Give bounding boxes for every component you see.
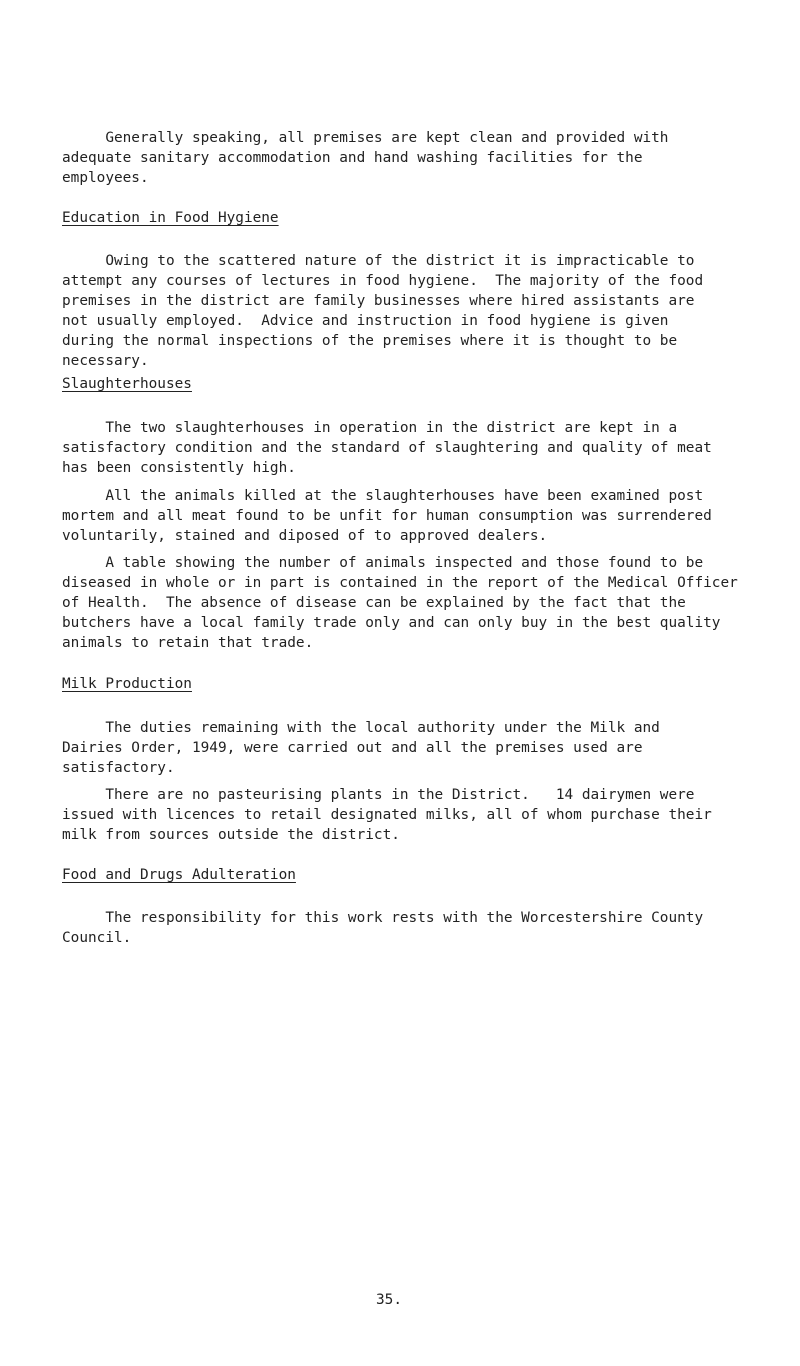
paragraph-pasteurising: There are no pasteurising plants in the District. 14 dairymen were issued with licences to retail designated milks, all of whom purchase their milk from sources outside the district. — [62, 787, 712, 843]
page-number: 35. — [376, 1292, 402, 1308]
heading-education-food-hygiene: Education in Food Hygiene — [62, 210, 279, 226]
paragraph-animals-examined: All the animals killed at the slaughterhouses have been examined post mortem and all meat found to be unfit for human consumption was surrendered voluntarily, stained and diposed of to approved dealers. — [62, 488, 712, 544]
paragraph-milk-dairies-order: The duties remaining with the local authority under the Milk and Dairies Order, 1949, were carried out and all the premises used are satisfactory. — [62, 720, 660, 776]
paragraph-education: Owing to the scattered nature of the district it is impracticable to attempt any courses of lectures in food hygiene. The majority of the food premises in the district are family businesses where hired assistants are not usually employed. Advice and instruction in food hygiene is given during the normal inspections of the premises where it is thought to be necessary. — [62, 253, 704, 369]
paragraph-table-animals: A table showing the number of animals inspected and those found to be diseased in whole or in part is contained in the report of the Medical Officer of Health. The absence of disease can be explained by the fact that the butchers have a local family trade only and can only buy in the best quality animals to retain that trade. — [62, 555, 738, 651]
paragraph-responsibility: The responsibility for this work rests with the Worcestershire County Council. — [62, 910, 704, 946]
heading-food-drugs-adulteration: Food and Drugs Adulteration — [62, 867, 296, 883]
heading-slaughterhouses: Slaughterhouses — [62, 376, 192, 392]
heading-milk-production: Milk Production — [62, 676, 192, 692]
paragraph-premises-clean: Generally speaking, all premises are kept clean and provided with adequate sanitary accommodation and hand washing facilities for the employees. — [62, 130, 669, 186]
paragraph-slaughterhouses-condition: The two slaughterhouses in operation in the district are kept in a satisfactory condition and the standard of slaughtering and quality of meat has been consistently high. — [62, 420, 712, 476]
